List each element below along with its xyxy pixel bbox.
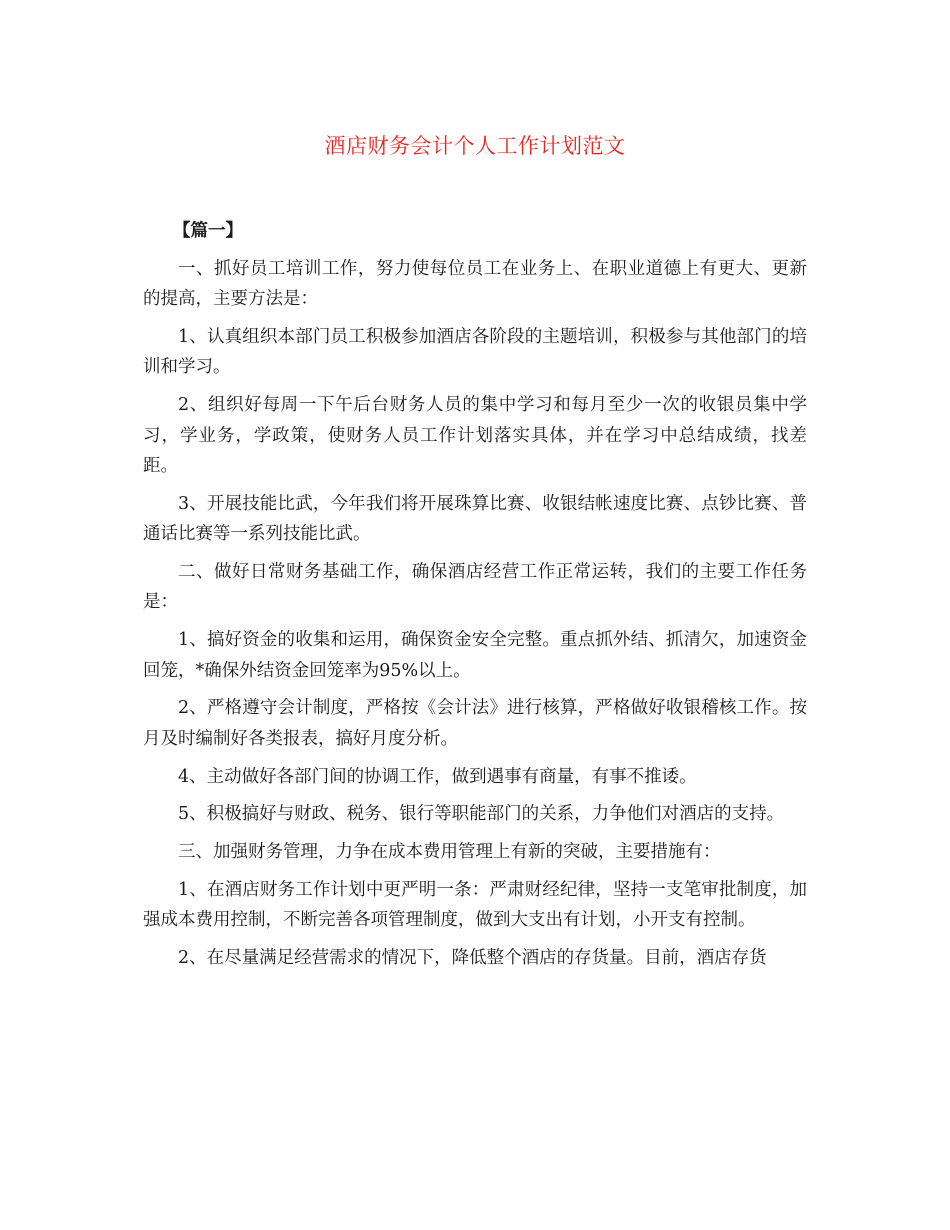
paragraph-7: 2、严格遵守会计制度，严格按《会计法》进行核算，严格做好收银稽核工作。按月及时编制好各类报表，搞好月度分析。 bbox=[143, 698, 807, 749]
paragraph-10: 三、加强财务管理，力争在成本费用管理上有新的突破，主要措施有： bbox=[178, 841, 721, 862]
paragraph-11: 1、在酒店财务工作计划中更严明一条：严肃财经纪律，坚持一支笔审批制度，加强成本费用控制，不断完善各项管理制度，做到大支出有计划，小开支有控制。 bbox=[143, 879, 807, 931]
paragraph-6: 1、搞好资金的收集和运用，确保资金安全完整。重点抓外结、抓清欠，加速资金回笼，*确保外结资金回笼率为95%以上。 bbox=[143, 630, 807, 681]
paragraph-8: 4、主动做好各部门间的协调工作，做到遇事有商量，有事不推诿。 bbox=[178, 766, 697, 787]
document-body bbox=[143, 216, 807, 980]
paragraph-4: 3、开展技能比武，今年我们将开展珠算比赛、收银结帐速度比赛、点钞比赛、普通话比赛等一系列技能比武。 bbox=[143, 493, 807, 545]
section-label: 【篇一】 bbox=[173, 221, 243, 241]
document-title: 酒店财务会计个人工作计划范文 bbox=[324, 134, 626, 158]
paragraph-9: 5、积极搞好与财政、税务、银行等职能部门的关系，力争他们对酒店的支持。 bbox=[178, 804, 785, 825]
paragraph-12: 2、在尽量满足经营需求的情况下，降低整个酒店的存货量。目前，酒店存货 bbox=[178, 947, 767, 968]
paragraph-1: 一、抓好员工培训工作，努力使每位员工在业务上、在职业道德上有更大、更新的提高，主要方法是： bbox=[143, 258, 807, 310]
paragraph-2: 1、认真组织本部门员工积极参加酒店各阶段的主题培训，积极参与其他部门的培训和学习。 bbox=[143, 326, 807, 378]
paragraph-3: 2、组织好每周一下午后台财务人员的集中学习和每月至少一次的收银员集中学习，学业务，学政策，使财务人员工作计划落实具体，并在学习中总结成绩，找差距。 bbox=[143, 395, 807, 477]
paragraph-5: 二、做好日常财务基础工作，确保酒店经营工作正常运转，我们的主要工作任务是： bbox=[143, 561, 807, 613]
